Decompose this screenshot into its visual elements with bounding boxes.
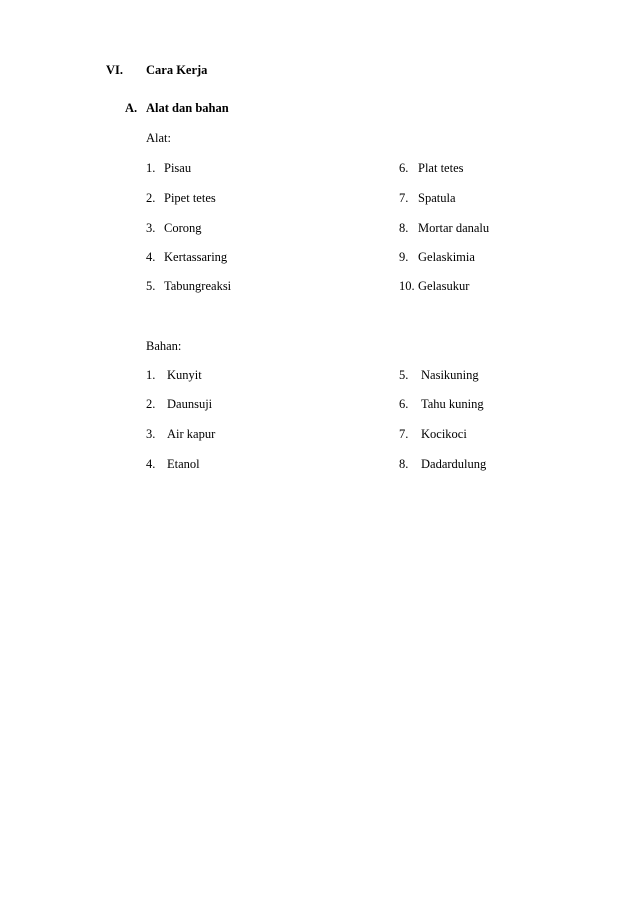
alat-item-number: 8. bbox=[399, 221, 409, 235]
bahan-item-text: Kunyit bbox=[167, 368, 202, 382]
alat-item-number: 4. bbox=[146, 250, 156, 264]
bahan-item-number: 8. bbox=[399, 457, 409, 471]
alat-heading: Alat: bbox=[146, 131, 171, 145]
section-number: VI. bbox=[106, 63, 124, 77]
bahan-item-number: 4. bbox=[146, 457, 156, 471]
alat-item-number: 3. bbox=[146, 221, 156, 235]
bahan-item-number: 3. bbox=[146, 427, 156, 441]
alat-item-text: Kertassaring bbox=[164, 250, 228, 264]
bahan-item-text: Dadardulung bbox=[421, 457, 487, 471]
alat-item-number: 5. bbox=[146, 279, 156, 293]
alat-item-text: Tabungreaksi bbox=[164, 279, 232, 293]
alat-item-text: Pisau bbox=[164, 161, 192, 175]
bahan-item-number: 5. bbox=[399, 368, 409, 382]
bahan-heading: Bahan: bbox=[146, 339, 182, 353]
alat-item-text: Plat tetes bbox=[418, 161, 464, 175]
bahan-item-text: Nasikuning bbox=[421, 368, 479, 382]
alat-item-number: 10. bbox=[399, 279, 415, 293]
bahan-item-number: 7. bbox=[399, 427, 409, 441]
section-title: Cara Kerja bbox=[146, 63, 208, 77]
alat-item-text: Gelaskimia bbox=[418, 250, 475, 264]
alat-item-number: 9. bbox=[399, 250, 409, 264]
bahan-item-number: 6. bbox=[399, 397, 409, 411]
alat-item-number: 2. bbox=[146, 191, 156, 205]
bahan-item-number: 1. bbox=[146, 368, 156, 382]
bahan-item-text: Kocikoci bbox=[421, 427, 467, 441]
alat-item-text: Spatula bbox=[418, 191, 456, 205]
alat-item-number: 7. bbox=[399, 191, 409, 205]
alat-item-text: Pipet tetes bbox=[164, 191, 216, 205]
alat-item-text: Corong bbox=[164, 221, 202, 235]
alat-item-number: 1. bbox=[146, 161, 156, 175]
bahan-item-text: Daunsuji bbox=[167, 397, 213, 411]
bahan-item-text: Etanol bbox=[167, 457, 200, 471]
alat-item-text: Gelasukur bbox=[418, 279, 470, 293]
alat-item-number: 6. bbox=[399, 161, 409, 175]
bahan-item-text: Air kapur bbox=[167, 427, 216, 441]
subsection-title: Alat dan bahan bbox=[146, 101, 229, 115]
alat-item-text: Mortar danalu bbox=[418, 221, 490, 235]
bahan-item-text: Tahu kuning bbox=[421, 397, 484, 411]
bahan-item-number: 2. bbox=[146, 397, 156, 411]
subsection-marker: A. bbox=[125, 101, 138, 115]
